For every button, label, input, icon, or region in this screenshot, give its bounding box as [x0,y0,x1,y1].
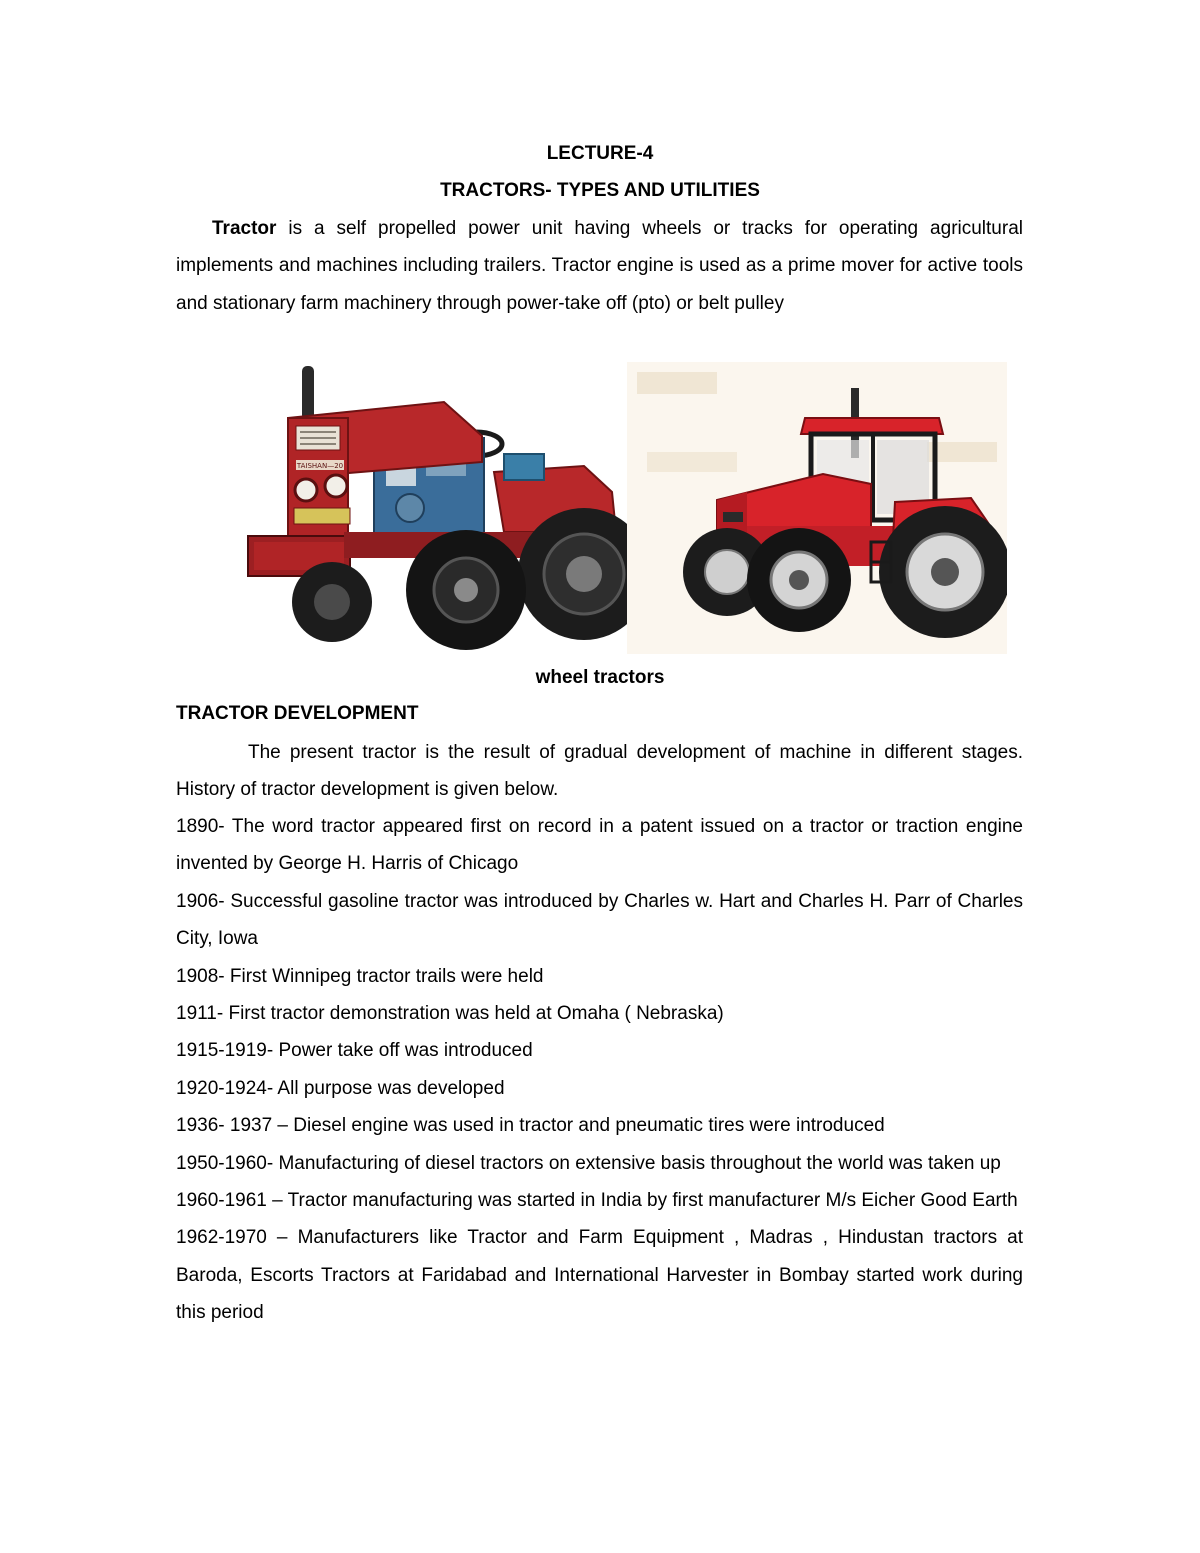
history-item-1915: 1915-1919- Power take off was introduced [176,1040,533,1062]
small-red-tractor-image [244,362,628,654]
history-list [176,808,1023,1332]
large-red-tractor-illustration [627,362,1007,654]
history-item-1911: 1911- First tractor demonstration was held at Omaha ( Nebraska) [176,1003,724,1025]
tractor-badge-text: TAISHAN—20 [296,462,344,470]
large-red-tractor-image [627,362,1007,654]
intro-text: is a self propelled power unit having wheels or tracks for operating agricultural implements and machines including trailers. Tractor engine is used as a prime mover for active tools and stationary farm machinery through power-take off (pto) or belt pulley [176,218,1023,314]
intro-term: Tractor [212,218,277,239]
page-title: TRACTORS- TYPES AND UTILITIES [440,180,760,201]
intro-paragraph [176,210,1023,322]
lecture-heading: LECTURE-4 [546,143,654,164]
section-title: TRACTOR DEVELOPMENT [176,703,419,724]
history-item-1906: 1906- Successful gasoline tractor was introduced by Charles w. Hart and Charles H. Parr of Charles City, Iowa [176,890,1023,950]
figure-caption: wheel tractors [535,667,665,688]
history-item-1950: 1950-1960- Manufacturing of diesel tractors on extensive basis throughout the world was taken up [176,1152,1001,1174]
history-item-1890: 1890- The word tractor appeared first on record in a patent issued on a tractor or traction engine invented by George H. Harris of Chicago [176,816,1023,875]
history-item-1936: 1936- 1937 – Diesel engine was used in tractor and pneumatic tires were introduced [176,1115,885,1137]
history-item-1962: 1962-1970 – Manufacturers like Tractor and Farm Equipment , Madras , Hindustan tractors at Baroda, Escorts Tractors at Faridabad and International Harvester in Bombay started work during this period [176,1227,1023,1324]
small-red-tractor-illustration [244,362,628,654]
development-intro: The present tractor is the result of gradual development of machine in different stages. History of tractor development is given below. [176,742,1023,801]
history-item-1960: 1960-1961 – Tractor manufacturing was started in India by first manufacturer M/s Eicher Good Earth [176,1190,1018,1212]
history-item-1908: 1908- First Winnipeg tractor trails were held [176,965,544,987]
history-item-1920: 1920-1924- All purpose was developed [176,1077,505,1099]
